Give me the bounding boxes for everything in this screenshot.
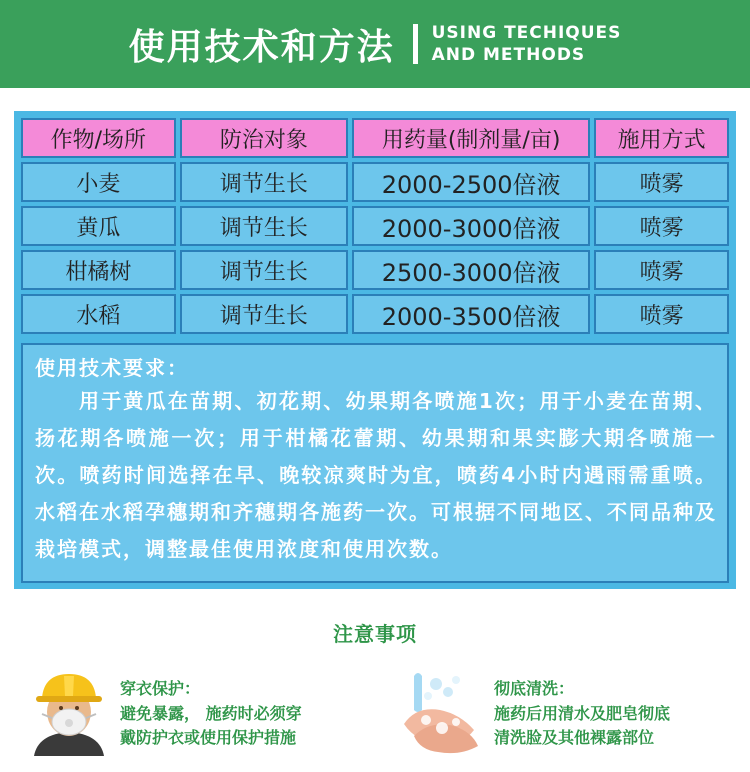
column-header-method: 施用方式	[594, 118, 729, 158]
cell-target: 调节生长	[180, 250, 348, 290]
cell-target: 调节生长	[180, 294, 348, 334]
usage-board	[14, 111, 736, 589]
table-header-row	[21, 118, 729, 158]
tip-protective-clothing	[120, 676, 302, 750]
english-title	[432, 22, 622, 66]
english-title-line2: AND METHODS	[431, 45, 586, 65]
cell-method: 喷雾	[594, 250, 729, 290]
column-header-target: 防治对象	[180, 118, 348, 158]
notes-body: 用于黄瓜在苗期、初花期、幼果期各喷施1次；用于小麦在苗期、扬花期各喷施一次；用于柑橘花蕾期、幼果期和果实膨大期各喷施一次。喷药时间选择在早、晚较凉爽时为宜，喷药4小时内遇雨需重喷。水稻在水稻孕穗期和齐穗期各施药一次。可根据不同地区、不同品种及栽培模式，调整最佳使用浓度和使用次数。	[35, 389, 717, 561]
notes-title: 使用技术要求：	[35, 356, 189, 380]
cell-dosage: 2000-3500倍液	[352, 294, 590, 334]
cell-dosage: 2000-3000倍液	[352, 206, 590, 246]
tip-title: 穿衣保护：	[120, 679, 201, 698]
hand-washing-icon	[396, 670, 484, 756]
usage-notes	[21, 343, 729, 583]
cell-crop: 柑橘树	[21, 250, 176, 290]
tip-thorough-washing	[494, 676, 670, 750]
cell-method: 喷雾	[594, 162, 729, 202]
cell-method: 喷雾	[594, 206, 729, 246]
title-divider	[413, 24, 418, 64]
tip-line: 清洗脸及其他裸露部位	[494, 728, 655, 747]
english-title-line1: USING TECHIQUES	[431, 23, 622, 43]
tip-title: 彻底清洗：	[494, 679, 575, 698]
tip-line: 施药后用清水及肥皂彻底	[494, 704, 671, 723]
cell-crop: 黄瓜	[21, 206, 176, 246]
cell-crop: 小麦	[21, 162, 176, 202]
page-header	[0, 0, 750, 88]
tip-line: 避免暴露， 施药时必须穿	[120, 704, 302, 723]
page-title: 使用技术和方法	[128, 26, 395, 68]
cell-target: 调节生长	[180, 162, 348, 202]
table-row	[21, 250, 729, 290]
cell-dosage: 2500-3000倍液	[352, 250, 590, 290]
column-header-crop: 作物/场所	[21, 118, 176, 158]
table-row	[21, 294, 729, 334]
cell-target: 调节生长	[180, 206, 348, 246]
worker-mask-icon	[28, 668, 110, 756]
column-header-dosage: 用药量(制剂量/亩)	[352, 118, 590, 158]
table-row	[21, 162, 729, 202]
caution-title: 注意事项	[333, 622, 417, 646]
cell-method: 喷雾	[594, 294, 729, 334]
table-row	[21, 206, 729, 246]
cell-crop: 水稻	[21, 294, 176, 334]
cell-dosage: 2000-2500倍液	[352, 162, 590, 202]
tip-line: 戴防护衣或使用保护措施	[120, 728, 297, 747]
usage-table	[17, 114, 733, 338]
